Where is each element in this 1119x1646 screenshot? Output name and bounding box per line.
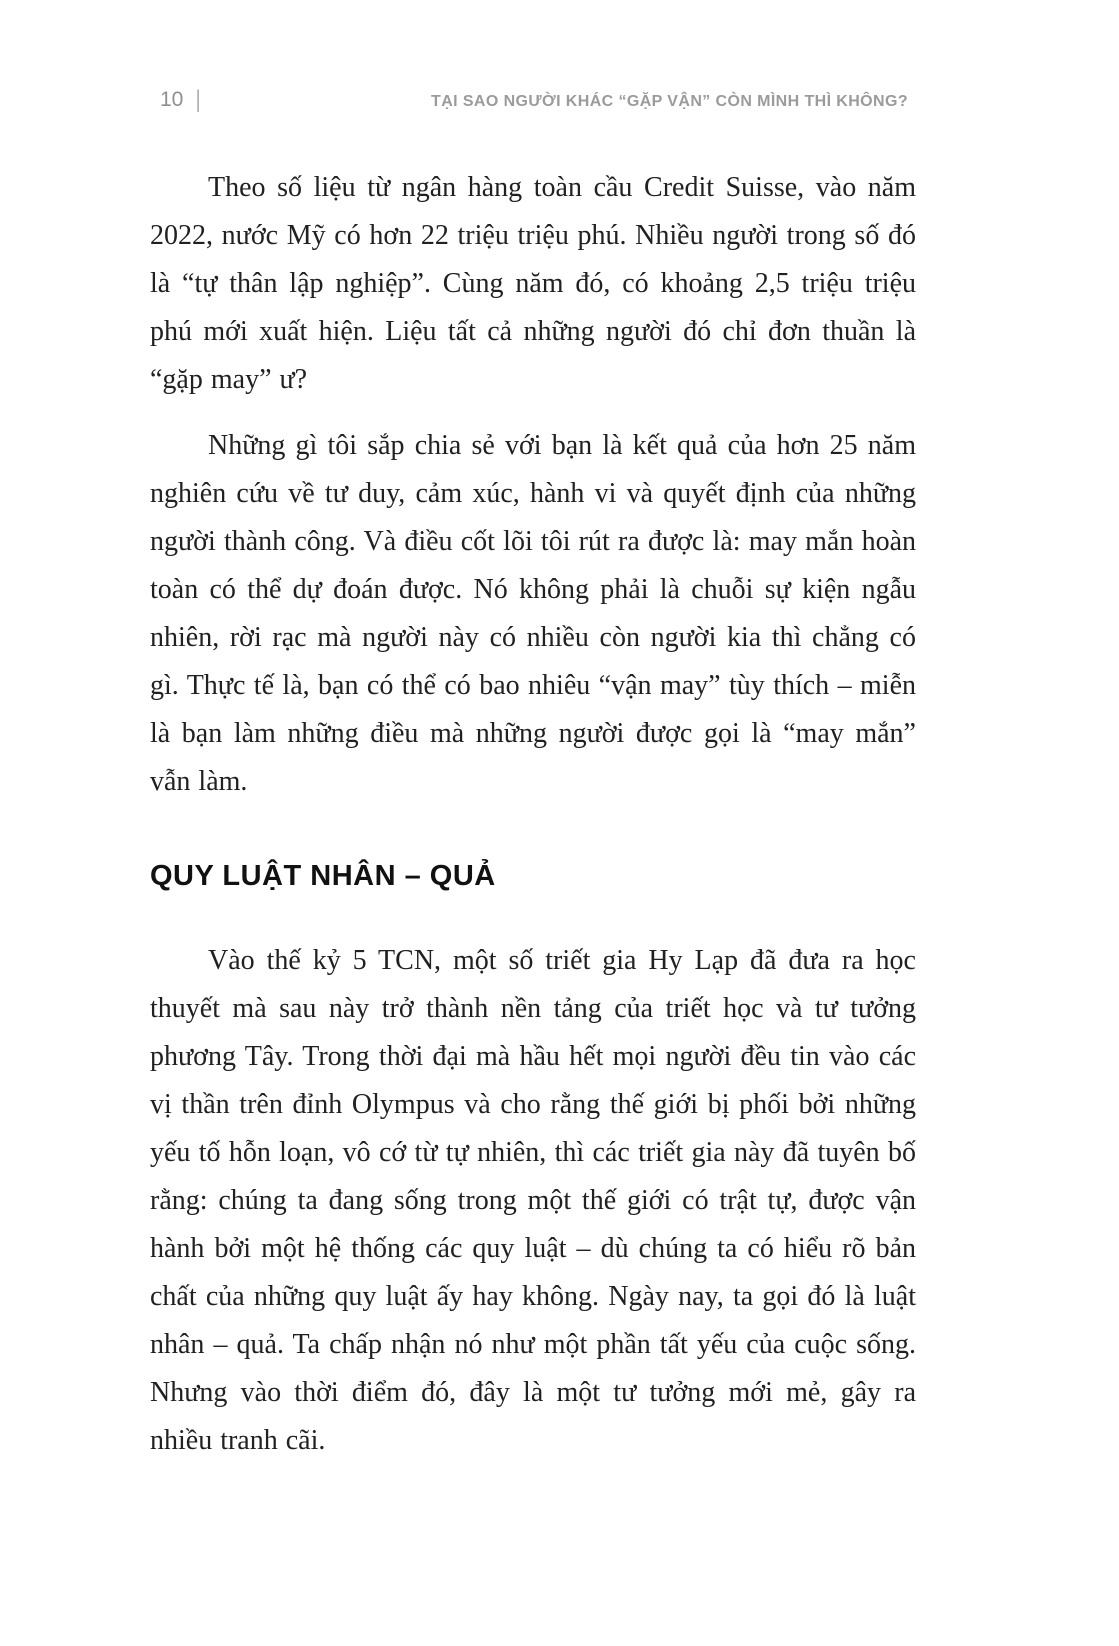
page-header (160, 88, 908, 112)
page-body (150, 164, 916, 1483)
running-title: TẠI SAO NGƯỜI KHÁC “GẶP VẬN” CÒN MÌNH THÌ KHÔNG? (431, 93, 908, 110)
paragraph-greek-philosophers: Vào thế kỷ 5 TCN, một số triết gia Hy Lạp đã đưa ra học thuyết mà sau này trở thành nền tảng của triết học và tư tưởng phương Tây. Trong thời đại mà hầu hết mọi người đều tin vào các vị thần trên đỉnh Olympus và cho rằng thế giới bị phối bởi những yếu tố hỗn loạn, vô cớ từ tự nhiên, thì các triết gia này đã tuyên bố rằng: chúng ta đang sống trong một thế giới có trật tự, được vận hành bởi một hệ thống các quy luật – dù chúng ta có hiểu rõ bản chất của những quy luật ấy hay không. Ngày nay, ta gọi đó là luật nhân – quả. Ta chấp nhận nó như một phần tất yếu của cuộc sống. Nhưng vào thời điểm đó, đây là một tư tưởng mới mẻ, gây ra nhiều tranh cãi. (150, 945, 916, 1456)
page-number: 10 (160, 88, 184, 111)
section-heading: QUY LUẬT NHÂN – QUẢ (150, 860, 496, 892)
page-number-divider: | (195, 86, 201, 113)
page-number-group (160, 88, 201, 112)
paragraph-research-findings: Những gì tôi sắp chia sẻ với bạn là kết quả của hơn 25 năm nghiên cứu về tư duy, cảm xúc, hành vi và quyết định của những người thành công. Và điều cốt lõi tôi rút ra được là: may mắn hoàn toàn có thể dự đoán được. Nó không phải là chuỗi sự kiện ngẫu nhiên, rời rạc mà người này có nhiều còn người kia thì chẳng có gì. Thực tế là, bạn có thể có bao nhiêu “vận may” tùy thích – miễn là bạn làm những điều mà những người được gọi là “may mắn” vẫn làm. (150, 430, 916, 797)
paragraph-credit-suisse: Theo số liệu từ ngân hàng toàn cầu Credit Suisse, vào năm 2022, nước Mỹ có hơn 22 triệu triệu phú. Nhiều người trong số đó là “tự thân lập nghiệp”. Cùng năm đó, có khoảng 2,5 triệu triệu phú mới xuất hiện. Liệu tất cả những người đó chỉ đơn thuần là “gặp may” ư? (150, 172, 916, 395)
